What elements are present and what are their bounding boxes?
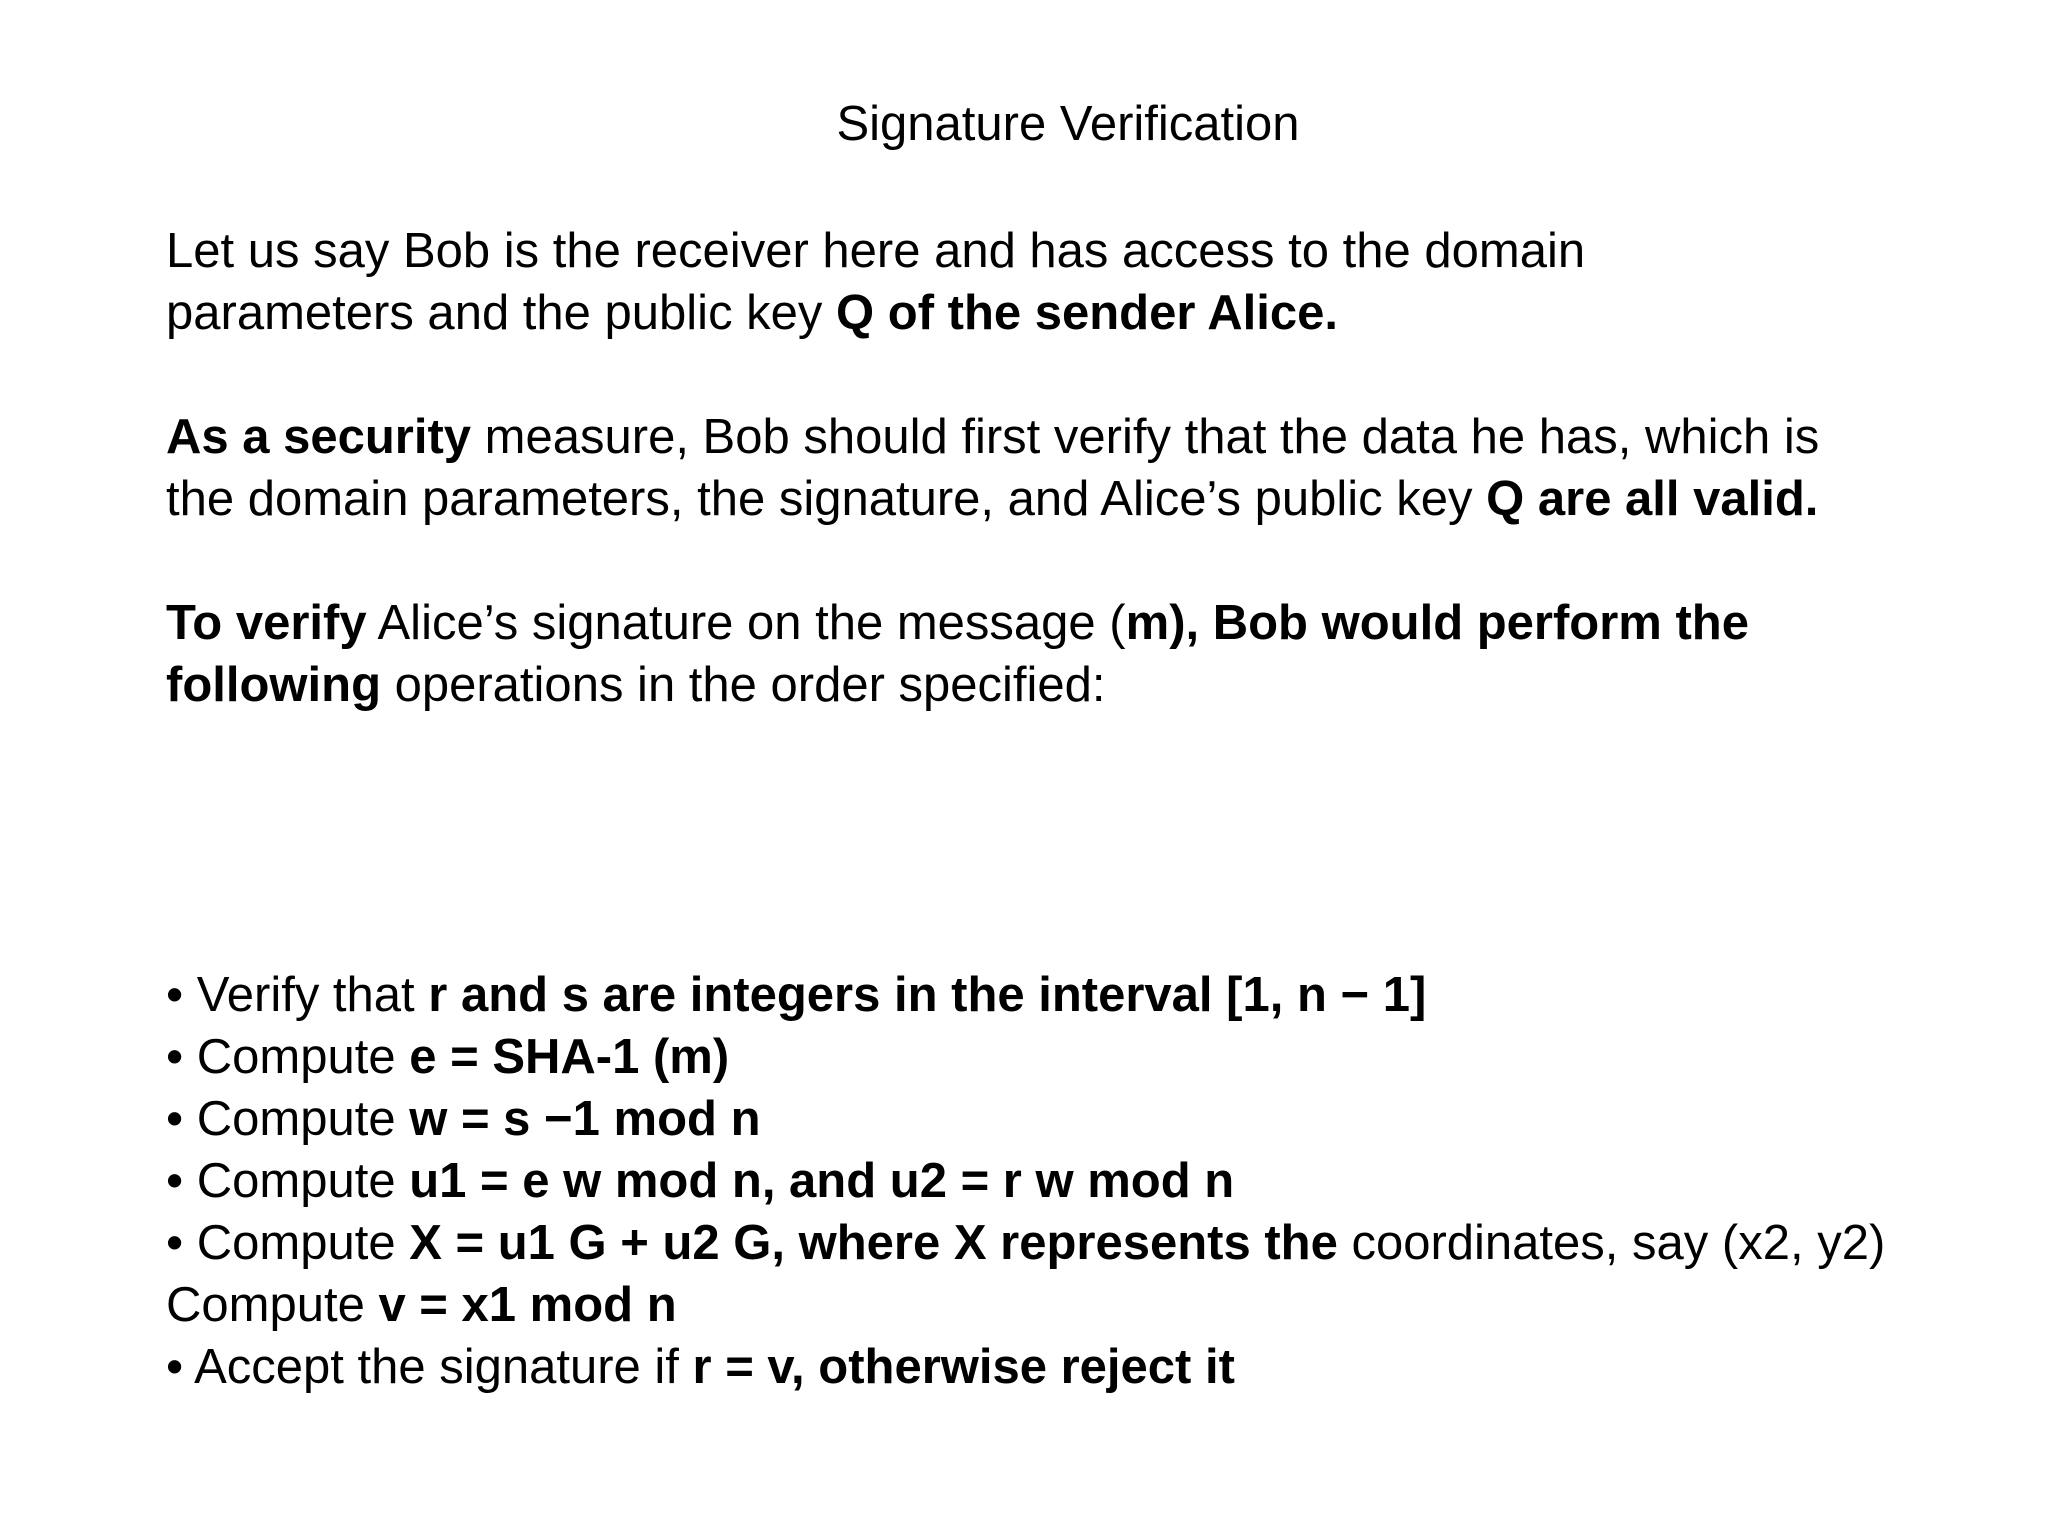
- step-2-bold-text: e = SHA-1 (m): [409, 1030, 730, 1084]
- list-item: [166, 1212, 1946, 1274]
- list-item: [166, 1274, 1946, 1336]
- step-3-bold-text: w = s −1 mod n: [409, 1092, 761, 1146]
- intro-text-2: parameters and the public key: [166, 286, 837, 340]
- step-3-text: • Compute: [166, 1092, 410, 1146]
- paragraph-verify-line-1: [166, 592, 1946, 654]
- paragraph-security-line-1: [166, 406, 1946, 468]
- step-1-bold-text: r and s are integers in the interval [1, n − 1]: [428, 968, 1427, 1022]
- list-item: [166, 1336, 1946, 1398]
- intro-text-1: Let us say Bob is the receiver here and has access to the domain: [166, 224, 1586, 278]
- security-bold-text-1: As a security: [166, 410, 472, 464]
- step-4-bold-text: u1 = e w mod n, and u2 = r w mod n: [409, 1154, 1235, 1208]
- paragraph-security: [166, 406, 1946, 530]
- step-6-bold-text: v = x1 mod n: [378, 1278, 677, 1332]
- verify-text-2: operations in the order specified:: [381, 658, 1106, 712]
- step-6-text: Compute: [166, 1278, 379, 1332]
- security-text-2: the domain parameters, the signature, and Alice’s public key: [166, 472, 1487, 526]
- slide-content: [166, 220, 1946, 1398]
- security-bold-text-2: Q are all valid.: [1486, 472, 1819, 526]
- list-item: [166, 1150, 1946, 1212]
- paragraph-intro-line-1: [166, 220, 1946, 282]
- security-text-1: measure, Bob should first verify that the data he has, which is: [471, 410, 1820, 464]
- step-7-text: • Accept the signature if: [166, 1340, 693, 1394]
- step-5-bold-text: X = u1 G + u2 G, where X represents the: [409, 1216, 1338, 1270]
- step-4-text: • Compute: [166, 1154, 410, 1208]
- step-1-text: • Verify that: [166, 968, 429, 1022]
- verify-text-1: Alice’s signature on the message (: [366, 596, 1126, 650]
- slide-title: Signature Verification: [836, 97, 1300, 151]
- paragraph-intro-line-2: [166, 282, 1946, 344]
- paragraph-verify-line-2: [166, 654, 1946, 716]
- paragraph-verify: [166, 592, 1946, 716]
- verify-bold-text-1: To verify: [166, 596, 367, 650]
- verify-bold-text-2: m), Bob would perform the: [1125, 596, 1749, 650]
- list-item: [166, 1088, 1946, 1150]
- verification-steps-list: [166, 964, 1946, 1398]
- step-2-text: • Compute: [166, 1030, 410, 1084]
- step-7-bold-text: r = v, otherwise reject it: [692, 1340, 1235, 1394]
- verify-bold-text-3: following: [166, 658, 381, 712]
- paragraph-security-line-2: [166, 468, 1946, 530]
- list-item: [166, 964, 1946, 1026]
- intro-bold-text: Q of the sender Alice.: [836, 286, 1338, 340]
- spacer: [166, 778, 1946, 964]
- paragraph-intro: [166, 220, 1946, 344]
- step-5-text: • Compute: [166, 1216, 410, 1270]
- list-item: [166, 1026, 1946, 1088]
- step-5-tail-text: coordinates, say (x2, y2): [1337, 1216, 1886, 1270]
